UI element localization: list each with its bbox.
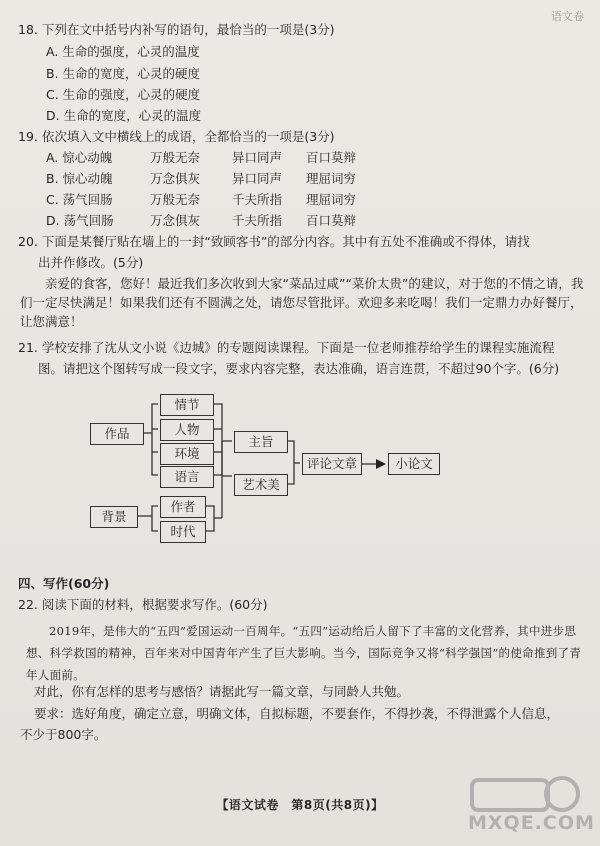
- q22-requirement-line2: 不少于800字。: [20, 727, 107, 742]
- q18-option-c: C. 生命的强度，心灵的硬度: [46, 87, 201, 102]
- flow-box-plot: 情节: [160, 394, 214, 416]
- q19-a-1: A. 惊心动魄: [46, 150, 113, 165]
- q19-b-4: 理屈词穷: [306, 171, 357, 186]
- q22-prompt: 对此，你有怎样的思考与感悟？请据此写一篇文章，与同龄人共勉。: [34, 684, 410, 699]
- watermark-text: MXQE.COM: [468, 812, 595, 834]
- flow-box-theme: 主旨: [234, 431, 288, 453]
- flow-box-review: 评论文章: [302, 453, 362, 475]
- q20-stem-line2: 出并作修改。(5分): [38, 255, 144, 270]
- q19-stem: 19. 依次填入文中横线上的成语，全都恰当的一项是(3分): [18, 129, 335, 144]
- q19-b-1: B. 惊心动魄: [46, 171, 113, 186]
- q19-c-1: C. 荡气回肠: [46, 192, 113, 207]
- q19-b-2: 万念俱灰: [150, 171, 201, 186]
- q19-a-3: 异口同声: [232, 150, 283, 165]
- q20-stem-line1: 20. 下面是某餐厅贴在墙上的一封“致顾客书”的部分内容。其中有五处不准确或不得体，请找: [18, 234, 530, 249]
- q18-option-a: A. 生命的强度，心灵的温度: [46, 44, 200, 59]
- q19-b-3: 异口同声: [232, 171, 283, 186]
- q22-requirement-line1: 要求：选好角度，确定立意，明确文体，自拟标题，不要套作，不得抄袭，不得泄露个人信息，: [34, 706, 560, 721]
- q21-stem-line2: 图。请把这个图转写成一段文字，要求内容完整，表达准确，语言连贯，不超过90个字。(6分): [38, 361, 560, 376]
- q19-d-3: 千夫所指: [232, 213, 283, 228]
- flow-box-essay: 小论文: [388, 453, 440, 475]
- q22-stem: 22. 阅读下面的材料，根据要求写作。(60分): [18, 597, 268, 612]
- q18-option-d: D. 生命的宽度，心灵的温度: [46, 108, 202, 123]
- q19-d-4: 百口莫辩: [306, 213, 357, 228]
- flow-box-character: 人物: [160, 419, 214, 441]
- q19-c-3: 千夫所指: [232, 192, 283, 207]
- q19-a-2: 万般无奈: [150, 150, 201, 165]
- flow-box-author: 作者: [160, 496, 206, 518]
- q21-stem-line1: 21. 学校安排了沈从文小说《边城》的专题阅读课程。下面是一位老师推荐给学生的课程实施流程: [18, 340, 555, 355]
- flow-box-art: 艺术美: [234, 474, 288, 496]
- q18-stem: 18. 下列在文中括号内补写的语句，最恰当的一项是(3分): [18, 22, 335, 37]
- q19-c-4: 理屈词穷: [306, 192, 357, 207]
- q18-option-b: B. 生命的宽度，心灵的硬度: [46, 66, 201, 81]
- watermark-logo: [466, 774, 595, 836]
- flow-box-language: 语言: [160, 466, 214, 488]
- header-corner: 语文卷: [551, 10, 584, 23]
- page-number-label: 【语文试卷 第8页(共8页)】: [216, 798, 384, 812]
- flow-box-work: 作品: [90, 423, 144, 445]
- flow-box-era: 时代: [160, 521, 206, 543]
- flow-box-environment: 环境: [160, 443, 214, 465]
- q19-d-2: 万念俱灰: [150, 213, 201, 228]
- q19-d-1: D. 荡气回肠: [46, 213, 114, 228]
- section-writing-title: 四、写作(60分): [18, 576, 110, 591]
- q22-material: 2019年，是伟大的“五四”爱国运动一百周年。“五四”运动给后人留下了丰富的文化营养，其中进步思想、科学救国的精神，百年来对中国青年产生了巨大影响。当今，国际竞争又将“科学强国”的使命推到了青年人面前。: [26, 624, 582, 682]
- q19-c-2: 万般无奈: [150, 192, 201, 207]
- q20-letter-body: 亲爱的食客，您好！最近我们多次收到大家“菜品过咸”“菜价太贵”的建议，对于您的不情之请，我们一定尽快满足！如果我们还有不圆满之处，请您尽管批评。欢迎多来吃喝！我们一定鼎力办好餐厅，让您满意！: [20, 276, 584, 329]
- q19-a-4: 百口莫辩: [306, 150, 357, 165]
- flow-box-background: 背景: [90, 506, 138, 528]
